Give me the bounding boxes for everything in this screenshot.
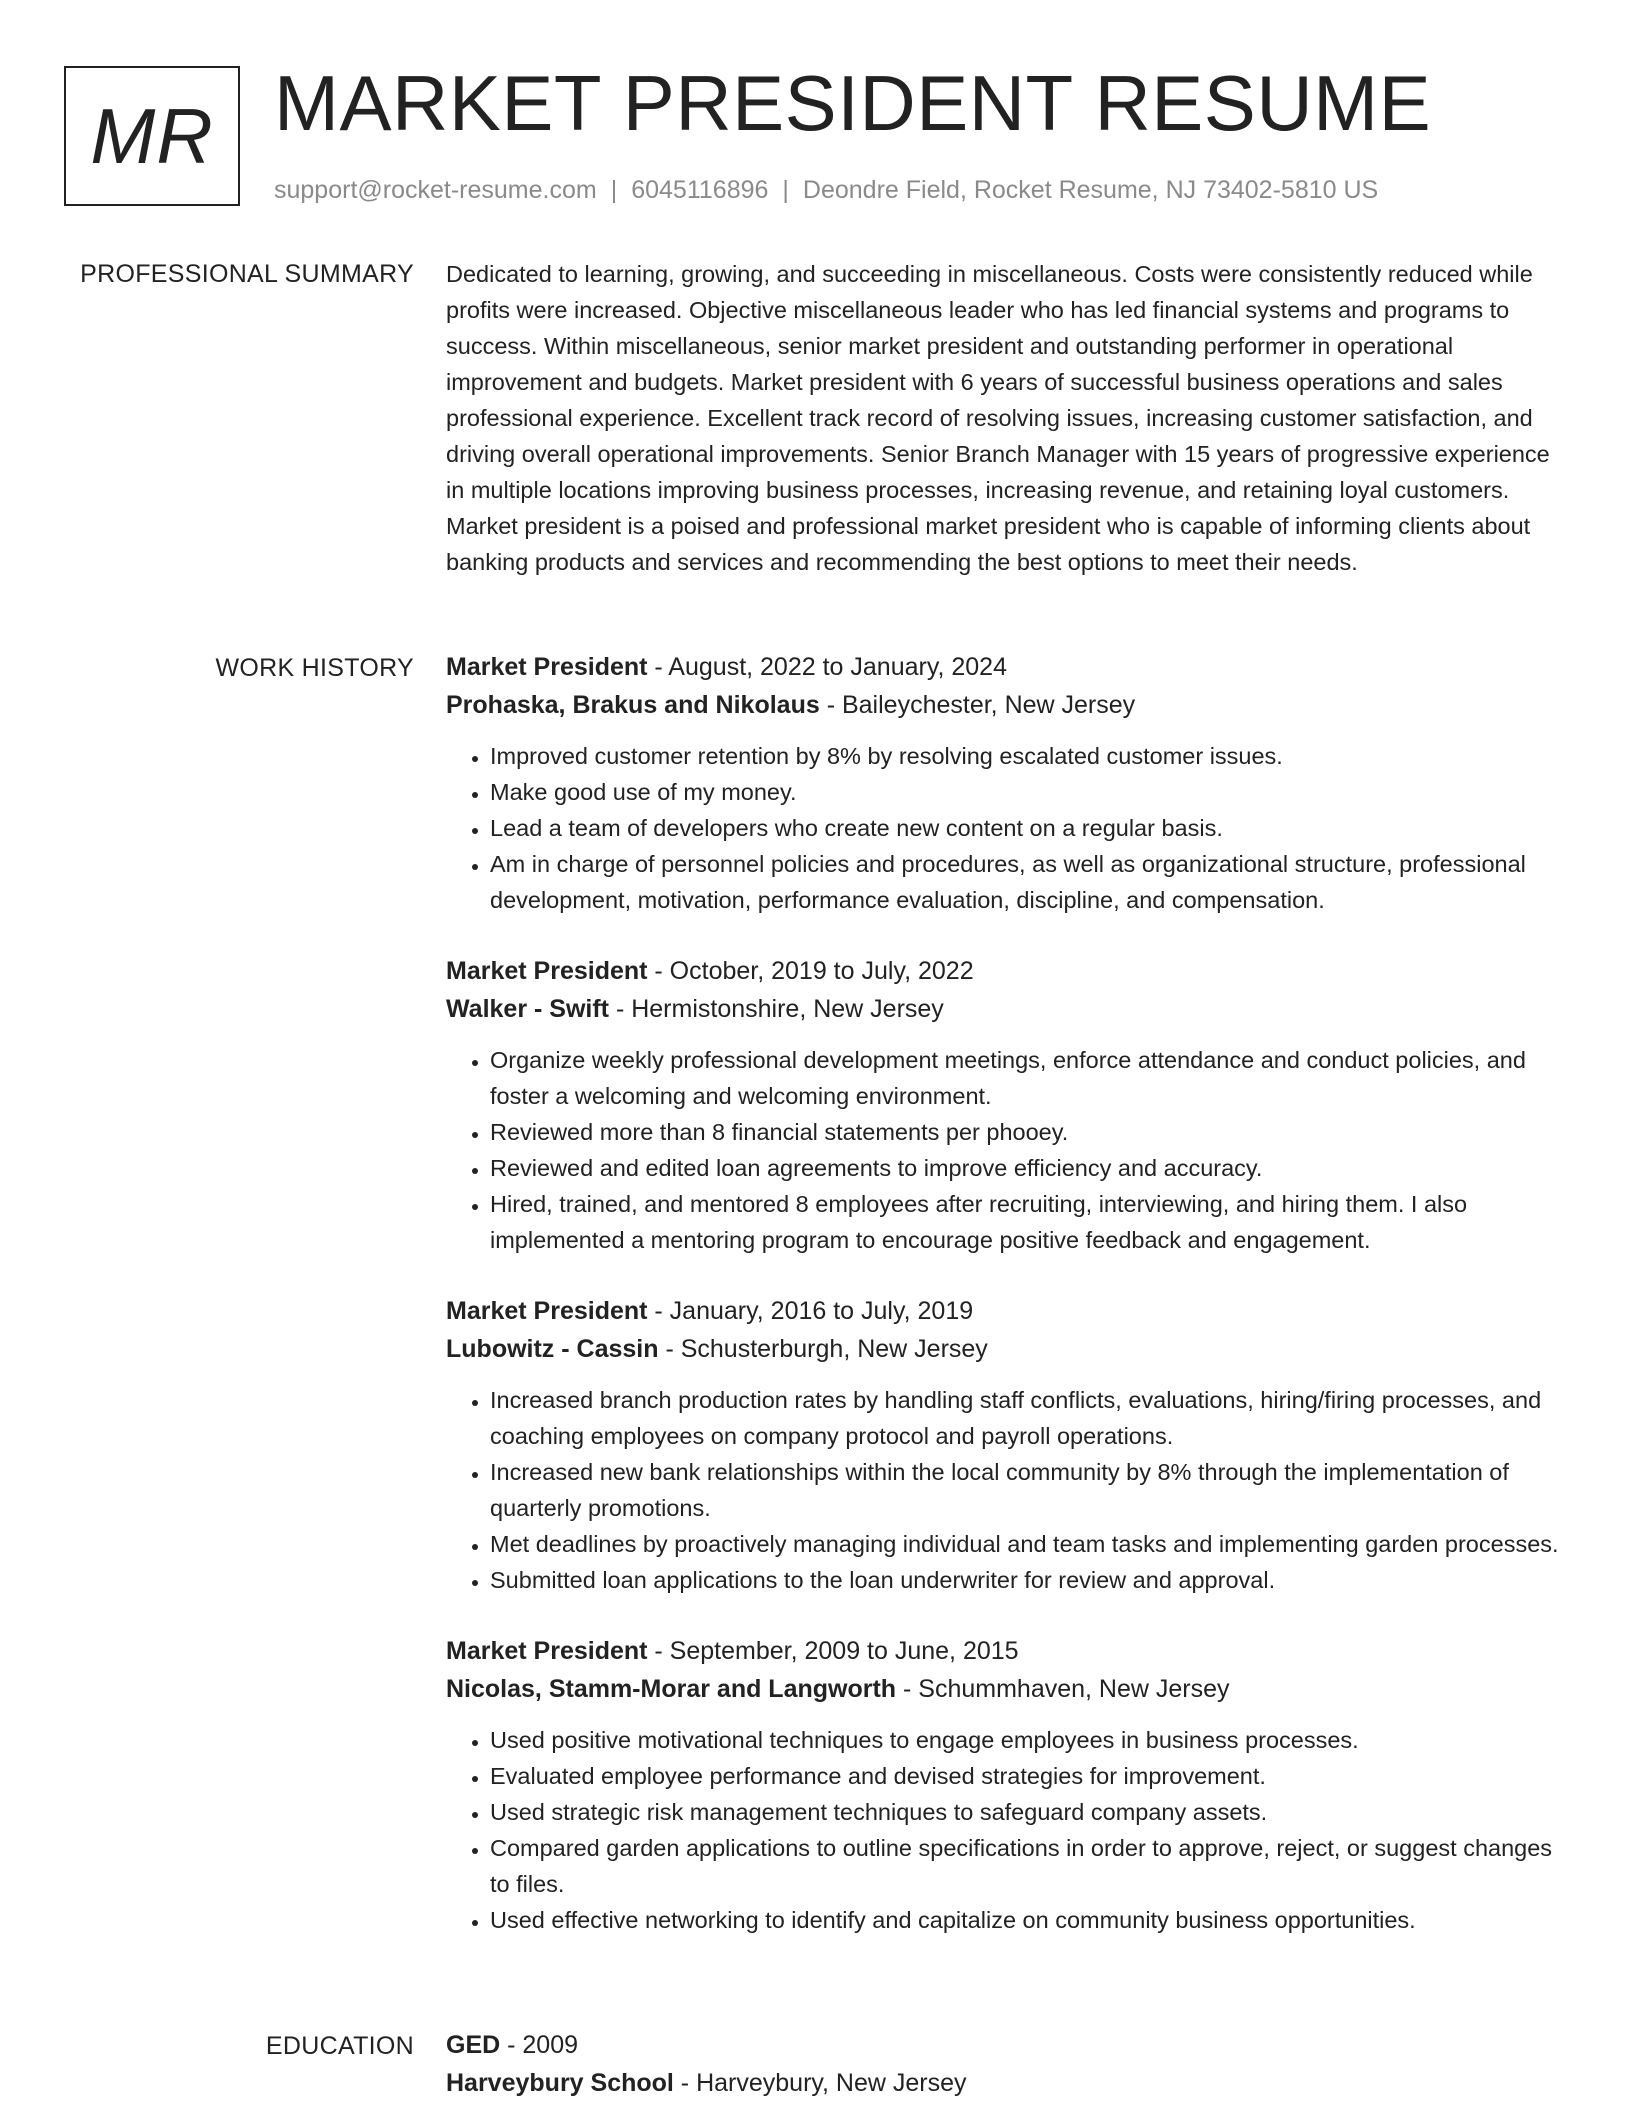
job-bullet-list xyxy=(446,1382,1568,1598)
job-bullet-list xyxy=(446,1722,1568,1938)
job-dates: - January, 2016 to July, 2019 xyxy=(647,1297,974,1325)
contact-separator: | xyxy=(782,176,789,204)
education-degree-line xyxy=(446,2026,1568,2064)
summary-text: Dedicated to learning, growing, and succeeding in miscellaneous. Costs were consistently reduced while profits were increased. Objective miscellaneous leader who has led financial systems and programs to success. Within miscellaneous, senior market president and outstanding performer in operational improvement and budgets. Market president with 6 years of successful business operations and sales professional experience. Excellent track record of resolving issues, increasing customer satisfaction, and driving overall operational improvements. Senior Branch Manager with 15 years of progressive experience in multiple locations improving business processes, increasing revenue, and retaining loyal customers. Market president is a poised and professional market president who is capable of informing clients about banking products and services and recommending the best options to meet their needs. xyxy=(446,261,1550,575)
job-company-line xyxy=(446,1330,1568,1368)
job-bullet-list xyxy=(446,738,1568,918)
job-bullet: • Organize weekly professional development meetings, enforce attendance and conduct policies, and foster a welcoming and welcoming environment. xyxy=(490,1042,1568,1114)
job-company: Walker - Swift xyxy=(446,995,609,1023)
contact-line xyxy=(274,174,1378,206)
job-company-line xyxy=(446,686,1568,724)
job-title-line xyxy=(446,952,1568,990)
job-bullet: • Make good use of my money. xyxy=(490,774,1568,810)
job-bullet: • Hired, trained, and mentored 8 employees after recruiting, interviewing, and hiring them. I also implemented a mentoring program to encourage positive feedback and engagement. xyxy=(490,1186,1568,1258)
education-body xyxy=(446,2026,1568,2102)
monogram-initials: MR xyxy=(90,91,214,180)
job-company: Prohaska, Brakus and Nikolaus xyxy=(446,691,820,719)
job-entry xyxy=(446,952,1568,1258)
job-title-line xyxy=(446,1292,1568,1330)
contact-separator: | xyxy=(610,176,618,204)
job-company: Nicolas, Stamm-Morar and Langworth xyxy=(446,1675,897,1703)
job-location: - Baileychester, New Jersey xyxy=(819,691,1136,719)
summary-body xyxy=(446,256,1568,580)
job-title: Market President xyxy=(446,1297,648,1325)
work-history-body xyxy=(446,648,1568,1972)
job-bullet: • Compared garden applications to outline specifications in order to approve, reject, or suggest changes to files. xyxy=(490,1830,1568,1902)
job-location: - Schummhaven, New Jersey xyxy=(896,1675,1230,1703)
job-entry xyxy=(446,1292,1568,1598)
job-bullet: • Met deadlines by proactively managing individual and team tasks and implementing garden processes. xyxy=(490,1526,1568,1562)
job-location: - Hermistonshire, New Jersey xyxy=(609,995,944,1023)
job-title: Market President xyxy=(446,957,648,985)
education-year: - 2009 xyxy=(500,2031,579,2059)
job-bullet: • Improved customer retention by 8% by resolving escalated customer issues. xyxy=(490,738,1568,774)
contact-phone[interactable]: 6045116896 xyxy=(631,176,769,204)
education-school-line xyxy=(446,2064,1568,2102)
education-school: Harveybury School xyxy=(446,2069,674,2097)
job-company-line xyxy=(446,990,1568,1028)
job-title: Market President xyxy=(446,1637,648,1665)
job-location: - Schusterburgh, New Jersey xyxy=(658,1335,988,1363)
education-label: EDUCATION xyxy=(265,2032,414,2060)
job-bullet: • Increased new bank relationships within the local community by 8% through the implementation of quarterly promotions. xyxy=(490,1454,1568,1526)
job-entry xyxy=(446,648,1568,918)
job-bullet: • Lead a team of developers who create new content on a regular basis. xyxy=(490,810,1568,846)
work-history-label: WORK HISTORY xyxy=(215,654,414,682)
job-dates: - August, 2022 to January, 2024 xyxy=(647,653,1007,681)
contact-address: Deondre Field, Rocket Resume, NJ 73402-5810 US xyxy=(802,176,1379,204)
job-bullet: • Used positive motivational techniques to engage employees in business processes. xyxy=(490,1722,1568,1758)
summary-label: PROFESSIONAL SUMMARY xyxy=(80,260,414,288)
job-title-line xyxy=(446,648,1568,686)
education-degree: GED xyxy=(446,2031,501,2059)
job-title: Market President xyxy=(446,653,648,681)
job-bullet: • Increased branch production rates by handling staff conflicts, evaluations, hiring/firing processes, and coaching employees on company protocol and payroll operations. xyxy=(490,1382,1568,1454)
job-bullet: • Used effective networking to identify and capitalize on community business opportunities. xyxy=(490,1902,1568,1938)
job-bullet: • Reviewed more than 8 financial statements per phooey. xyxy=(490,1114,1568,1150)
job-bullet: • Used strategic risk management techniques to safeguard company assets. xyxy=(490,1794,1568,1830)
job-bullet: • Submitted loan applications to the loan underwriter for review and approval. xyxy=(490,1562,1568,1598)
job-dates: - October, 2019 to July, 2022 xyxy=(647,957,974,985)
job-entry xyxy=(446,1632,1568,1938)
resume-title: MARKET PRESIDENT RESUME xyxy=(274,59,1432,147)
job-title-line xyxy=(446,1632,1568,1670)
job-bullet-list xyxy=(446,1042,1568,1258)
job-company: Lubowitz - Cassin xyxy=(446,1335,659,1363)
contact-email[interactable]: support@rocket-resume.com xyxy=(274,176,597,204)
job-dates: - September, 2009 to June, 2015 xyxy=(647,1637,1019,1665)
job-company-line xyxy=(446,1670,1568,1708)
job-bullet: • Reviewed and edited loan agreements to improve efficiency and accuracy. xyxy=(490,1150,1568,1186)
monogram-box xyxy=(64,66,240,206)
job-bullet: • Evaluated employee performance and devised strategies for improvement. xyxy=(490,1758,1568,1794)
job-bullet: • Am in charge of personnel policies and procedures, as well as organizational structure, professional development, motivation, performance evaluation, discipline, and compensation. xyxy=(490,846,1568,918)
education-location: - Harveybury, New Jersey xyxy=(673,2069,967,2097)
